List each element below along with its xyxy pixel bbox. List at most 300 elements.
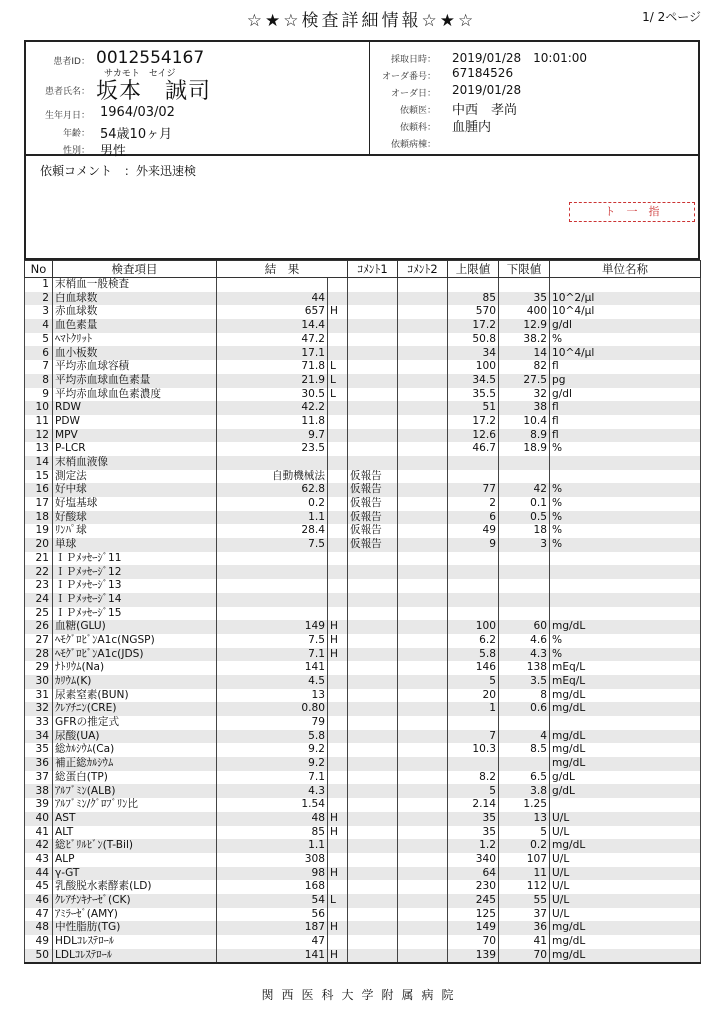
age-label: 年齢： <box>62 129 90 139</box>
cell-lower <box>499 716 550 730</box>
cell-comment1 <box>348 935 398 949</box>
cell-item: P-LCR <box>53 442 217 456</box>
cell-comment1: 仮報告 <box>348 497 398 511</box>
cell-unit: % <box>550 648 701 662</box>
cell-upper: 2 <box>448 497 499 511</box>
cell-unit <box>550 716 701 730</box>
cell-comment1 <box>348 908 398 922</box>
cell-item: HDLｺﾚｽﾃﾛｰﾙ <box>53 935 217 949</box>
cell-upper: 77 <box>448 483 499 497</box>
cell-no: 34 <box>25 730 53 744</box>
table-row <box>25 853 701 867</box>
cell-lower <box>499 552 550 566</box>
cell-comment1 <box>348 867 398 881</box>
cell-comment2 <box>398 894 448 908</box>
dept-value: 血腫内 <box>452 120 492 135</box>
cell-flag: H <box>328 305 348 319</box>
cell-flag <box>328 853 348 867</box>
cell-lower: 0.1 <box>499 497 550 511</box>
cell-upper <box>448 552 499 566</box>
cell-lower: 5 <box>499 826 550 840</box>
cell-comment2 <box>398 812 448 826</box>
cell-comment2 <box>398 867 448 881</box>
table-row <box>25 346 701 360</box>
table-row <box>25 908 701 922</box>
cell-result: 168 <box>217 880 328 894</box>
cell-unit: % <box>550 333 701 347</box>
cell-item: ｸﾚｱﾁﾆﾝ(CRE) <box>53 702 217 716</box>
cell-flag <box>328 538 348 552</box>
cell-comment2 <box>398 607 448 621</box>
table-row <box>25 374 701 388</box>
cell-flag <box>328 908 348 922</box>
cell-upper <box>448 456 499 470</box>
cell-result <box>217 456 328 470</box>
approval-stamp: ト 一 指 <box>569 202 695 222</box>
cell-result: 47.2 <box>217 333 328 347</box>
cell-item: PDW <box>53 415 217 429</box>
cell-result: 149 <box>217 620 328 634</box>
cell-upper: 340 <box>448 853 499 867</box>
cell-lower <box>499 757 550 771</box>
cell-upper: 149 <box>448 921 499 935</box>
cell-upper: 9 <box>448 538 499 552</box>
cell-item: 血小板数 <box>53 346 217 360</box>
cell-comment2 <box>398 757 448 771</box>
table-row <box>25 620 701 634</box>
cell-comment1: 仮報告 <box>348 470 398 484</box>
cell-unit: U/L <box>550 894 701 908</box>
cell-no: 9 <box>25 388 53 402</box>
cell-item: ALT <box>53 826 217 840</box>
cell-comment1 <box>348 771 398 785</box>
cell-unit: mg/dL <box>550 949 701 964</box>
table-row <box>25 743 701 757</box>
cell-result: 9.2 <box>217 743 328 757</box>
cell-flag <box>328 689 348 703</box>
cell-item: 乳酸脱水素酵素(LD) <box>53 880 217 894</box>
cell-unit <box>550 579 701 593</box>
cell-upper: 35.5 <box>448 388 499 402</box>
cell-unit: % <box>550 511 701 525</box>
cell-result <box>217 593 328 607</box>
cell-comment2 <box>398 743 448 757</box>
cell-upper: 230 <box>448 880 499 894</box>
cell-item: 血糖(GLU) <box>53 620 217 634</box>
cell-no: 37 <box>25 771 53 785</box>
cell-flag <box>328 743 348 757</box>
cell-lower: 32 <box>499 388 550 402</box>
cell-item: 測定法 <box>53 470 217 484</box>
cell-no: 8 <box>25 374 53 388</box>
box-divider <box>369 42 370 154</box>
col-header-comment2: ｺﾒﾝﾄ2 <box>398 261 448 278</box>
cell-no: 32 <box>25 702 53 716</box>
cell-comment2 <box>398 415 448 429</box>
cell-item: 中性脂肪(TG) <box>53 921 217 935</box>
cell-result <box>217 278 328 292</box>
cell-lower: 38 <box>499 401 550 415</box>
cell-upper: 12.6 <box>448 429 499 443</box>
cell-item: ｱﾙﾌﾞﾐﾝ(ALB) <box>53 784 217 798</box>
cell-flag: H <box>328 620 348 634</box>
cell-lower: 12.9 <box>499 319 550 333</box>
cell-item: 好酸球 <box>53 511 217 525</box>
cell-unit: g/dL <box>550 784 701 798</box>
cell-comment1 <box>348 305 398 319</box>
cell-unit: U/L <box>550 853 701 867</box>
cell-comment2 <box>398 661 448 675</box>
cell-upper <box>448 565 499 579</box>
cell-comment1: 仮報告 <box>348 511 398 525</box>
cell-comment2 <box>398 935 448 949</box>
cell-lower <box>499 470 550 484</box>
cell-comment1 <box>348 579 398 593</box>
cell-upper: 100 <box>448 620 499 634</box>
cell-flag <box>328 784 348 798</box>
cell-unit <box>550 278 701 292</box>
cell-upper: 50.8 <box>448 333 499 347</box>
cell-unit: mg/dL <box>550 839 701 853</box>
cell-item: 総ｶﾙｼｳﾑ(Ca) <box>53 743 217 757</box>
cell-upper: 20 <box>448 689 499 703</box>
cell-lower: 4 <box>499 730 550 744</box>
order-date-label: オーダ日： <box>390 89 436 99</box>
cell-flag <box>328 730 348 744</box>
cell-comment1 <box>348 798 398 812</box>
table-row <box>25 771 701 785</box>
cell-result: 4.3 <box>217 784 328 798</box>
cell-lower: 38.2 <box>499 333 550 347</box>
cell-lower: 8 <box>499 689 550 703</box>
collected-label: 採取日時： <box>390 55 436 65</box>
cell-comment2 <box>398 360 448 374</box>
cell-upper: 1 <box>448 702 499 716</box>
cell-lower: 36 <box>499 921 550 935</box>
col-header-upper: 上限値 <box>448 261 499 278</box>
cell-comment1: 仮報告 <box>348 524 398 538</box>
page-number: 1/ 2ページ <box>642 10 701 24</box>
cell-no: 33 <box>25 716 53 730</box>
cell-lower: 41 <box>499 935 550 949</box>
cell-item: RDW <box>53 401 217 415</box>
cell-unit: % <box>550 524 701 538</box>
cell-upper: 17.2 <box>448 319 499 333</box>
cell-comment2 <box>398 388 448 402</box>
cell-comment2 <box>398 620 448 634</box>
cell-result: 17.1 <box>217 346 328 360</box>
cell-flag <box>328 456 348 470</box>
table-row <box>25 894 701 908</box>
patient-kana: サカモト セイジ <box>104 69 176 79</box>
cell-unit: mg/dL <box>550 921 701 935</box>
cell-result: 1.1 <box>217 839 328 853</box>
order-no-label: オーダ番号： <box>381 72 436 82</box>
cell-comment2 <box>398 839 448 853</box>
cell-unit: fl <box>550 429 701 443</box>
cell-comment2 <box>398 538 448 552</box>
cell-upper: 2.14 <box>448 798 499 812</box>
cell-unit: U/L <box>550 908 701 922</box>
cell-no: 27 <box>25 634 53 648</box>
cell-comment2 <box>398 374 448 388</box>
cell-item: 平均赤血球容積 <box>53 360 217 374</box>
cell-comment1 <box>348 429 398 443</box>
cell-comment1 <box>348 333 398 347</box>
cell-lower: 400 <box>499 305 550 319</box>
cell-result: 85 <box>217 826 328 840</box>
cell-upper: 5.8 <box>448 648 499 662</box>
cell-unit: % <box>550 538 701 552</box>
cell-lower: 27.5 <box>499 374 550 388</box>
cell-comment1 <box>348 880 398 894</box>
cell-comment1 <box>348 456 398 470</box>
table-row <box>25 524 701 538</box>
cell-upper <box>448 716 499 730</box>
cell-comment2 <box>398 565 448 579</box>
cell-comment1 <box>348 607 398 621</box>
cell-comment1 <box>348 689 398 703</box>
hospital-name: 関西医科大学附属病院 <box>261 988 462 1002</box>
table-row <box>25 552 701 566</box>
cell-flag <box>328 346 348 360</box>
cell-lower <box>499 456 550 470</box>
table-row <box>25 757 701 771</box>
cell-comment1 <box>348 743 398 757</box>
cell-item: 総ﾋﾞﾘﾙﾋﾞﾝ(T-Bil) <box>53 839 217 853</box>
cell-comment2 <box>398 771 448 785</box>
cell-flag <box>328 429 348 443</box>
cell-lower: 3 <box>499 538 550 552</box>
cell-flag <box>328 333 348 347</box>
cell-lower: 42 <box>499 483 550 497</box>
cell-flag <box>328 702 348 716</box>
cell-lower: 112 <box>499 880 550 894</box>
cell-comment2 <box>398 784 448 798</box>
cell-item: AST <box>53 812 217 826</box>
table-row <box>25 675 701 689</box>
cell-comment2 <box>398 921 448 935</box>
cell-comment2 <box>398 689 448 703</box>
cell-flag <box>328 552 348 566</box>
cell-item: ﾅﾄﾘｳﾑ(Na) <box>53 661 217 675</box>
cell-item: MPV <box>53 429 217 443</box>
cell-flag <box>328 483 348 497</box>
table-row <box>25 429 701 443</box>
cell-flag <box>328 401 348 415</box>
cell-comment1 <box>348 716 398 730</box>
cell-item: 末梢血液像 <box>53 456 217 470</box>
cell-lower <box>499 565 550 579</box>
cell-no: 13 <box>25 442 53 456</box>
cell-unit: mg/dL <box>550 757 701 771</box>
col-header-item: 検査項目 <box>53 261 217 278</box>
cell-result: 0.2 <box>217 497 328 511</box>
cell-upper: 35 <box>448 812 499 826</box>
cell-flag <box>328 607 348 621</box>
cell-flag <box>328 675 348 689</box>
cell-comment1 <box>348 648 398 662</box>
cell-lower: 6.5 <box>499 771 550 785</box>
cell-upper: 7 <box>448 730 499 744</box>
cell-no: 50 <box>25 949 53 964</box>
cell-lower: 1.25 <box>499 798 550 812</box>
table-row <box>25 278 701 292</box>
cell-comment1 <box>348 661 398 675</box>
cell-flag: H <box>328 921 348 935</box>
cell-result: 7.1 <box>217 771 328 785</box>
cell-comment2 <box>398 908 448 922</box>
cell-result: 308 <box>217 853 328 867</box>
cell-comment2 <box>398 579 448 593</box>
cell-lower: 70 <box>499 949 550 964</box>
cell-comment1 <box>348 374 398 388</box>
cell-comment2 <box>398 826 448 840</box>
table-row <box>25 565 701 579</box>
cell-no: 22 <box>25 565 53 579</box>
table-row <box>25 483 701 497</box>
cell-upper: 17.2 <box>448 415 499 429</box>
table-row <box>25 935 701 949</box>
cell-comment1 <box>348 784 398 798</box>
table-row <box>25 839 701 853</box>
cell-comment2 <box>398 483 448 497</box>
col-header-result: 結 果 <box>217 261 348 278</box>
cell-comment1: 仮報告 <box>348 483 398 497</box>
cell-lower: 82 <box>499 360 550 374</box>
cell-lower: 8.5 <box>499 743 550 757</box>
cell-flag <box>328 470 348 484</box>
cell-no: 38 <box>25 784 53 798</box>
cell-upper: 146 <box>448 661 499 675</box>
cell-unit: U/L <box>550 812 701 826</box>
cell-item: ALP <box>53 853 217 867</box>
table-row <box>25 716 701 730</box>
cell-item: ﾘﾝﾊﾟ球 <box>53 524 217 538</box>
cell-upper: 139 <box>448 949 499 964</box>
cell-comment2 <box>398 470 448 484</box>
cell-item: ｶﾘｳﾑ(K) <box>53 675 217 689</box>
cell-result: 79 <box>217 716 328 730</box>
cell-item: 白血球数 <box>53 292 217 306</box>
cell-no: 20 <box>25 538 53 552</box>
cell-unit <box>550 607 701 621</box>
cell-comment1 <box>348 757 398 771</box>
cell-flag <box>328 511 348 525</box>
cell-item: 好中球 <box>53 483 217 497</box>
order-date-value: 2019/01/28 <box>452 83 522 97</box>
cell-lower: 37 <box>499 908 550 922</box>
cell-no: 29 <box>25 661 53 675</box>
cell-comment2 <box>398 511 448 525</box>
cell-upper: 6.2 <box>448 634 499 648</box>
cell-comment2 <box>398 278 448 292</box>
cell-result: 54 <box>217 894 328 908</box>
cell-flag: L <box>328 388 348 402</box>
cell-flag <box>328 798 348 812</box>
col-header-lower: 下限値 <box>499 261 550 278</box>
cell-comment2 <box>398 497 448 511</box>
cell-item: ﾍﾏﾄｸﾘｯﾄ <box>53 333 217 347</box>
cell-flag: H <box>328 867 348 881</box>
cell-comment2 <box>398 333 448 347</box>
cell-unit <box>550 798 701 812</box>
cell-no: 26 <box>25 620 53 634</box>
cell-no: 36 <box>25 757 53 771</box>
cell-comment1 <box>348 552 398 566</box>
cell-result: 1.54 <box>217 798 328 812</box>
cell-no: 49 <box>25 935 53 949</box>
cell-no: 25 <box>25 607 53 621</box>
sex-label: 性別： <box>62 146 90 156</box>
cell-comment2 <box>398 634 448 648</box>
cell-unit: mg/dL <box>550 730 701 744</box>
sex-value: 男性 <box>100 144 127 159</box>
cell-upper: 10.3 <box>448 743 499 757</box>
cell-comment1 <box>348 949 398 964</box>
cell-item: GFRの推定式 <box>53 716 217 730</box>
cell-no: 24 <box>25 593 53 607</box>
dept-label: 依頼科： <box>399 123 436 133</box>
cell-comment2 <box>398 880 448 894</box>
cell-upper <box>448 757 499 771</box>
cell-result: 9.7 <box>217 429 328 443</box>
cell-upper: 125 <box>448 908 499 922</box>
cell-no: 23 <box>25 579 53 593</box>
cell-lower: 3.8 <box>499 784 550 798</box>
cell-result: 657 <box>217 305 328 319</box>
cell-upper <box>448 607 499 621</box>
cell-item: ﾍﾓｸﾞﾛﾋﾞﾝA1c(NGSP) <box>53 634 217 648</box>
table-row <box>25 880 701 894</box>
cell-item: ＩＰﾒｯｾｰｼﾞ14 <box>53 593 217 607</box>
cell-comment2 <box>398 716 448 730</box>
cell-unit: U/L <box>550 826 701 840</box>
cell-result <box>217 607 328 621</box>
table-row <box>25 388 701 402</box>
table-row <box>25 661 701 675</box>
cell-flag <box>328 716 348 730</box>
cell-result: 44 <box>217 292 328 306</box>
cell-result: 30.5 <box>217 388 328 402</box>
cell-comment1 <box>348 826 398 840</box>
cell-lower: 0.6 <box>499 702 550 716</box>
cell-comment1 <box>348 853 398 867</box>
cell-item: ＩＰﾒｯｾｰｼﾞ11 <box>53 552 217 566</box>
table-row <box>25 470 701 484</box>
cell-unit <box>550 552 701 566</box>
table-row <box>25 538 701 552</box>
table-row <box>25 497 701 511</box>
cell-unit: % <box>550 442 701 456</box>
cell-comment1 <box>348 292 398 306</box>
cell-unit: mg/dL <box>550 743 701 757</box>
cell-flag: L <box>328 360 348 374</box>
cell-flag: L <box>328 374 348 388</box>
cell-comment1 <box>348 388 398 402</box>
cell-flag <box>328 319 348 333</box>
cell-no: 41 <box>25 826 53 840</box>
cell-no: 10 <box>25 401 53 415</box>
cell-unit <box>550 470 701 484</box>
cell-comment1 <box>348 401 398 415</box>
cell-flag <box>328 880 348 894</box>
ward-label: 依頼病棟： <box>390 140 436 150</box>
cell-lower: 18 <box>499 524 550 538</box>
cell-unit: mg/dL <box>550 935 701 949</box>
cell-item: ＩＰﾒｯｾｰｼﾞ12 <box>53 565 217 579</box>
cell-comment1 <box>348 593 398 607</box>
